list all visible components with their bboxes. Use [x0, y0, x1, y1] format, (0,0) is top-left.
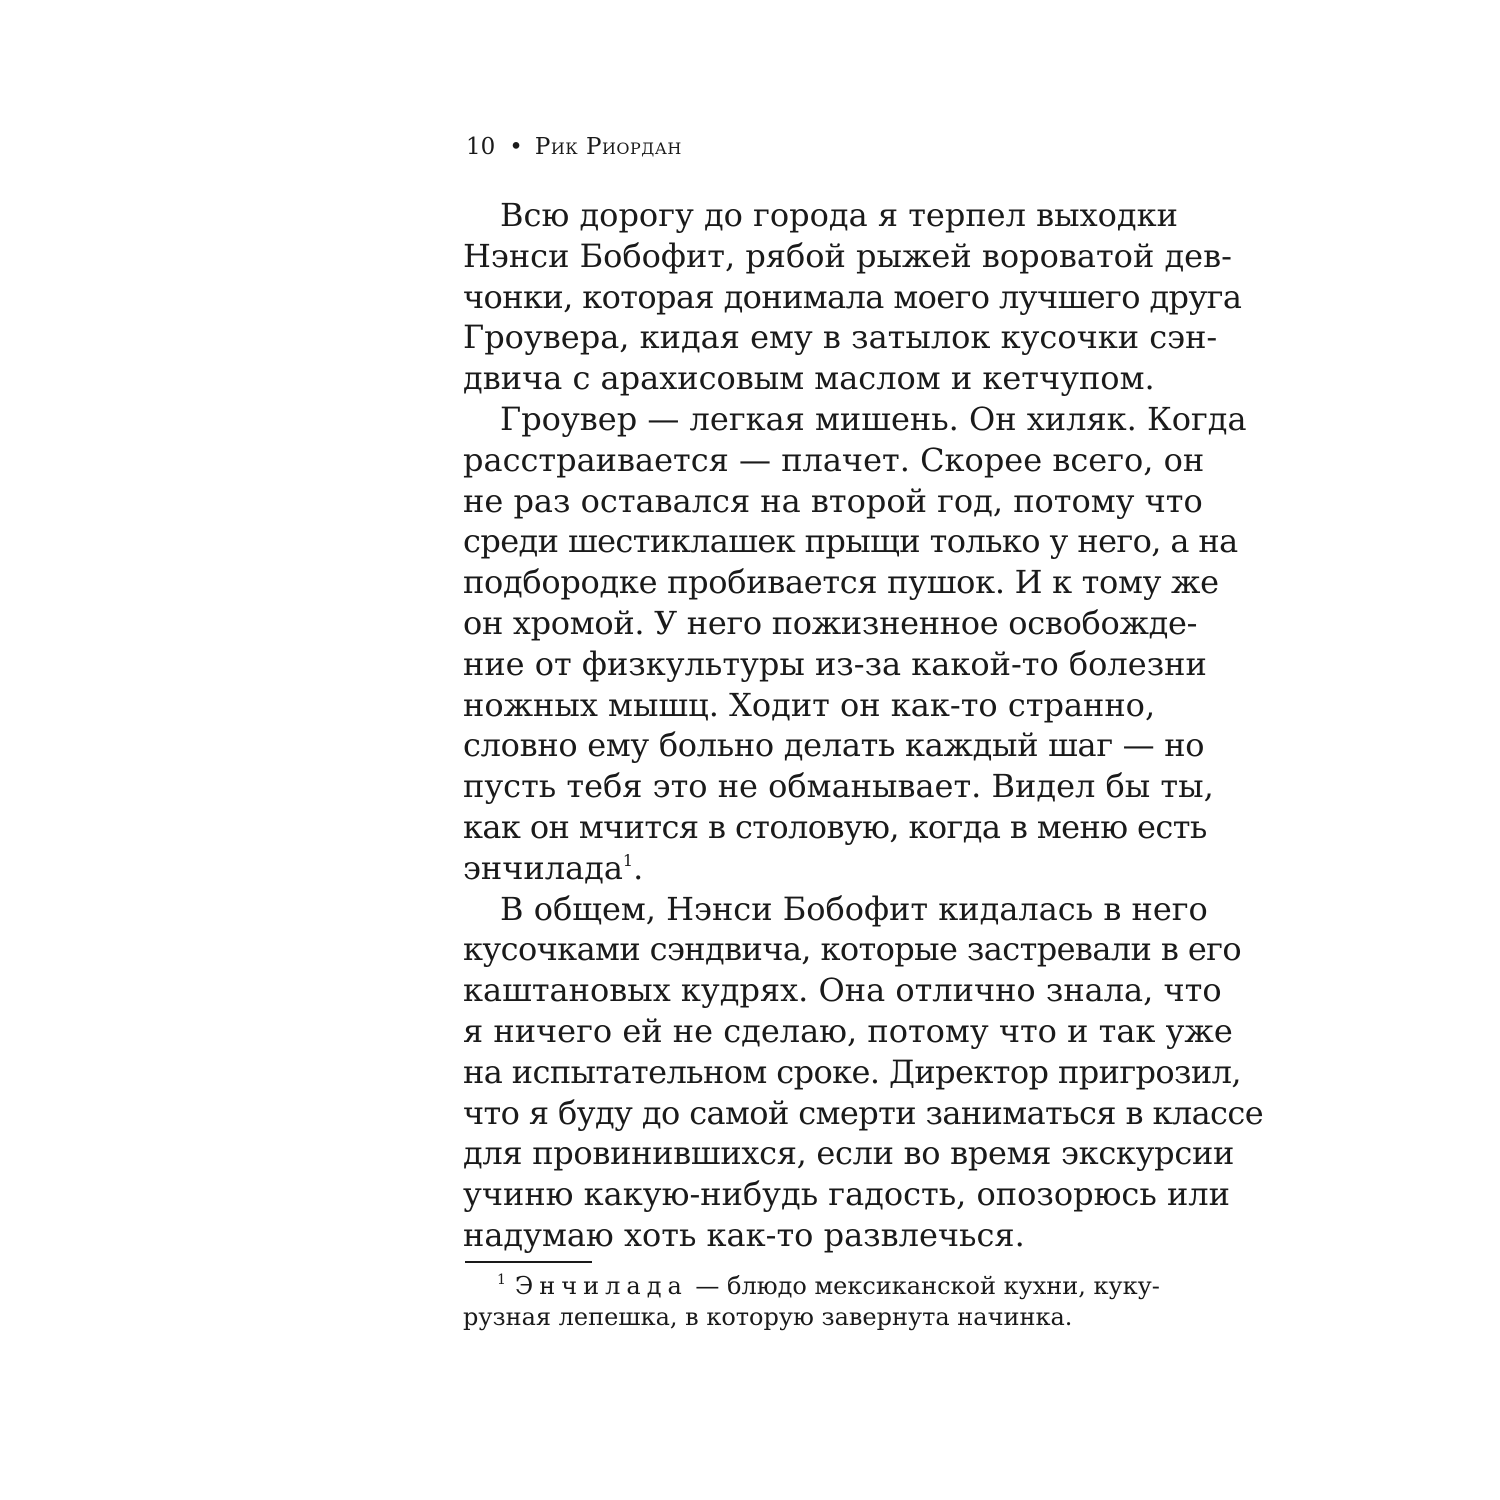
- text-line: Всю дорогу до города я терпел выходки: [500, 196, 1178, 234]
- text-line: учиню какую-нибудь гадость, опозорюсь или: [463, 1175, 1230, 1214]
- author-name: Рик Риордан: [534, 134, 682, 160]
- page-number: 10: [466, 134, 496, 160]
- text-line: кусочками сэндвича, которые застревали в его: [463, 930, 1241, 969]
- text-line: Гроувер — легкая мишень. Он хиляк. Когда: [500, 399, 1247, 438]
- text-line: Гроувера, кидая ему в затылок кусочки сэн-: [463, 318, 1218, 357]
- footnote-reference[interactable]: 1: [622, 850, 634, 870]
- footnote-number: 1: [497, 1272, 506, 1288]
- text-line: на испытательном сроке. Директор пригрозил,: [463, 1052, 1241, 1091]
- text-line: ние от физкультуры из-за какой-то болезни: [463, 644, 1207, 683]
- text-line: пусть тебя это не обманывает. Видел бы ты,: [463, 767, 1214, 806]
- text-line: он хромой. У него пожизненное освобожде-: [463, 603, 1198, 642]
- footnote-line: рузная лепешка, в которую завернута начинка.: [463, 1303, 1073, 1331]
- text-line: Нэнси Бобофит, рябой рыжей вороватой дев-: [463, 236, 1232, 275]
- footnote-line: [463, 1271, 1160, 1302]
- text-line: надумаю хоть как-то развлечься.: [463, 1215, 1025, 1254]
- text-line: я ничего ей не сделаю, потому что и так уже: [463, 1011, 1233, 1050]
- text-line: не раз оставался на второй год, потому что: [463, 481, 1203, 520]
- running-head: [466, 132, 682, 162]
- sentence-end: .: [633, 848, 644, 887]
- text-line: В общем, Нэнси Бобофит кидалась в него: [500, 889, 1208, 928]
- text-line: каштановых кудрях. Она отлично знала, что: [463, 971, 1222, 1010]
- text-line: расстраивается — плачет. Скорее всего, он: [463, 440, 1205, 479]
- header-separator: •: [509, 134, 523, 160]
- text-line-with-footnote: [463, 848, 1108, 889]
- text-line: для провинившихся, если во время экскурсии: [463, 1134, 1235, 1173]
- footnote-definition: — блюдо мексиканской кухни, куку-: [687, 1272, 1160, 1300]
- text-line: как он мчится в столовую, когда в меню есть: [463, 807, 1207, 846]
- text-line: двича с арахисовым маслом и кетчупом.: [463, 359, 1155, 398]
- text-line: ножных мышц. Ходит он как-то странно,: [463, 685, 1156, 724]
- text-line: чонки, которая донимала моего лучшего друга: [463, 277, 1242, 316]
- text-line: подбородке пробивается пушок. И к тому же: [463, 563, 1219, 602]
- text-line: словно ему больно делать каждый шаг — но: [463, 726, 1205, 765]
- footnote-term: Энчилада: [514, 1272, 688, 1300]
- body-text: [463, 195, 1264, 1256]
- text-line: среди шестиклашек прыщи только у него, а на: [463, 522, 1238, 561]
- footnote: [463, 1271, 1160, 1333]
- footnote-divider: [465, 1261, 592, 1263]
- footnote-anchor-word: энчилада: [463, 848, 623, 887]
- text-line: что я буду до самой смерти заниматься в классе: [463, 1093, 1264, 1132]
